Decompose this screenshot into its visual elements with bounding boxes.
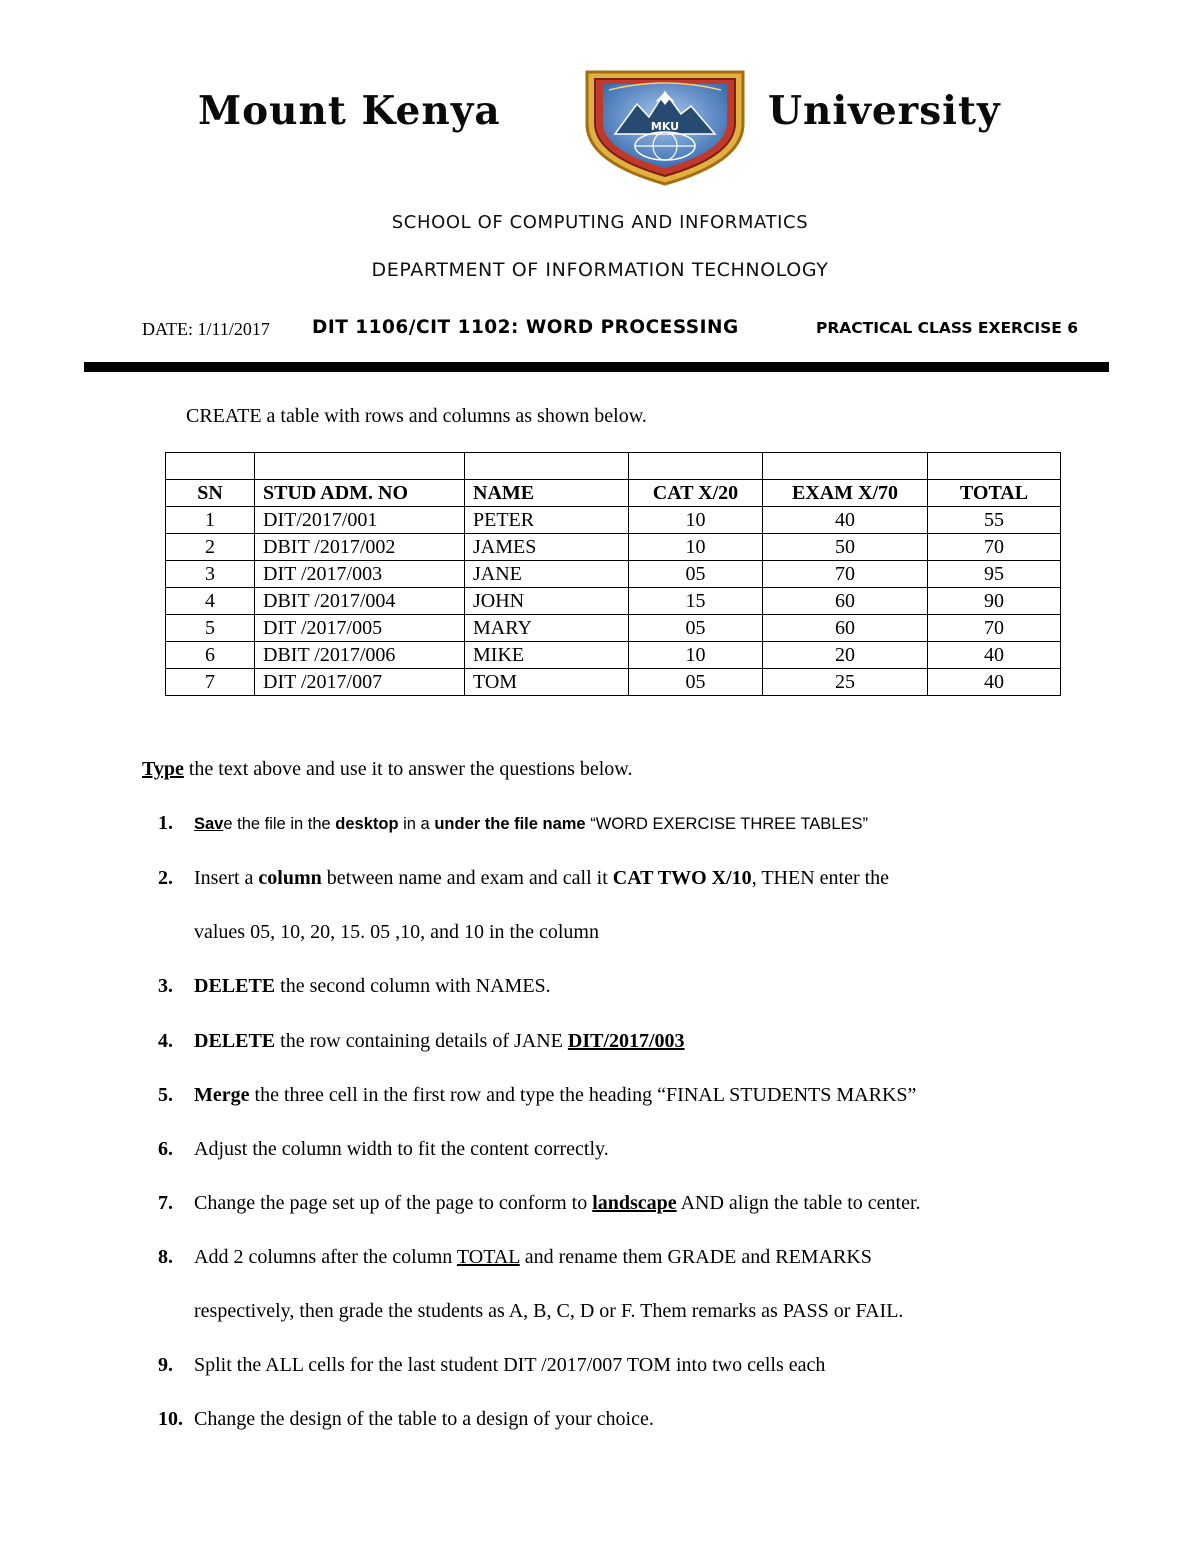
question-3 bbox=[158, 975, 551, 998]
cell-exam: 60 bbox=[763, 615, 928, 642]
table-row bbox=[166, 669, 1061, 696]
question-number: 4. bbox=[158, 1030, 173, 1052]
letterhead bbox=[170, 62, 1040, 187]
cell-cat: 15 bbox=[629, 588, 763, 615]
cell-sn: 7 bbox=[166, 669, 255, 696]
q2-text-3: , THEN enter the bbox=[751, 867, 890, 889]
table-row bbox=[166, 615, 1061, 642]
q3-delete: DELETE bbox=[194, 975, 276, 997]
q2-column: column bbox=[258, 867, 322, 889]
q3-text: the second column with NAMES. bbox=[275, 975, 551, 997]
q1-text: e the file in the bbox=[223, 815, 336, 833]
q1-file-name-label: under the file name bbox=[434, 815, 586, 833]
question-5 bbox=[158, 1084, 916, 1107]
question-4 bbox=[158, 1030, 685, 1053]
cell-sn: 1 bbox=[166, 507, 255, 534]
q5-merge: Merge bbox=[194, 1084, 250, 1106]
cell-cat: 10 bbox=[629, 642, 763, 669]
question-8-continuation: respectively, then grade the students as A, B, C, D or F. Them remarks as PASS or FAIL. bbox=[194, 1300, 904, 1322]
q7-text-2: AND align the table to center. bbox=[676, 1192, 921, 1214]
cell-name: JOHN bbox=[465, 588, 629, 615]
table-cell bbox=[928, 453, 1061, 480]
q7-text: Change the page set up of the page to conform to bbox=[194, 1192, 593, 1214]
cell-adm-no: DIT /2017/003 bbox=[255, 561, 465, 588]
table-row bbox=[166, 534, 1061, 561]
q5-text: the three cell in the first row and type the heading “FINAL STUDENTS MARKS” bbox=[249, 1084, 917, 1106]
crest-icon bbox=[575, 62, 755, 187]
question-7 bbox=[158, 1192, 921, 1215]
cell-total: 40 bbox=[928, 669, 1061, 696]
intro-instruction: CREATE a table with rows and columns as shown below. bbox=[186, 405, 647, 427]
table-cell bbox=[763, 453, 928, 480]
column-header-total: TOTAL bbox=[928, 480, 1061, 507]
question-number: 6. bbox=[158, 1138, 173, 1160]
cell-adm-no: DBIT /2017/002 bbox=[255, 534, 465, 561]
cell-adm-no: DBIT /2017/006 bbox=[255, 642, 465, 669]
header-divider bbox=[84, 362, 1109, 372]
table-cell bbox=[255, 453, 465, 480]
student-marks-table bbox=[165, 452, 1061, 696]
question-number: 1. bbox=[158, 812, 173, 834]
cell-sn: 4 bbox=[166, 588, 255, 615]
table-row bbox=[166, 507, 1061, 534]
cell-exam: 20 bbox=[763, 642, 928, 669]
question-2 bbox=[158, 867, 889, 890]
exercise-date: DATE: 1/11/2017 bbox=[142, 319, 270, 339]
cell-adm-no: DIT/2017/001 bbox=[255, 507, 465, 534]
cell-adm-no: DIT /2017/005 bbox=[255, 615, 465, 642]
crest-text: MKU bbox=[650, 120, 680, 133]
question-1 bbox=[158, 812, 868, 835]
question-number: 5. bbox=[158, 1084, 173, 1106]
cell-exam: 70 bbox=[763, 561, 928, 588]
cell-exam: 25 bbox=[763, 669, 928, 696]
column-header-exam: EXAM X/70 bbox=[763, 480, 928, 507]
type-keyword: Type bbox=[142, 758, 184, 780]
table-row bbox=[166, 588, 1061, 615]
column-header-cat: CAT X/20 bbox=[629, 480, 763, 507]
cell-adm-no: DIT /2017/007 bbox=[255, 669, 465, 696]
question-10 bbox=[158, 1408, 654, 1431]
question-number: 2. bbox=[158, 867, 173, 889]
q4-text: the row containing details of JANE bbox=[275, 1030, 568, 1052]
type-instruction-text: the text above and use it to answer the questions below. bbox=[183, 758, 633, 780]
q6-text: Adjust the column width to fit the content correctly. bbox=[194, 1138, 609, 1160]
cell-exam: 50 bbox=[763, 534, 928, 561]
course-line bbox=[142, 316, 1082, 344]
university-crest-logo bbox=[575, 62, 755, 187]
column-header-adm-no: STUD ADM. NO bbox=[255, 480, 465, 507]
cell-name: MIKE bbox=[465, 642, 629, 669]
cell-total: 70 bbox=[928, 534, 1061, 561]
cell-sn: 5 bbox=[166, 615, 255, 642]
cell-total: 55 bbox=[928, 507, 1061, 534]
q8-text-2: and rename them GRADE and REMARKS bbox=[519, 1246, 872, 1268]
question-number: 8. bbox=[158, 1246, 173, 1268]
table-empty-row bbox=[166, 453, 1061, 480]
cell-sn: 3 bbox=[166, 561, 255, 588]
question-number: 10. bbox=[158, 1408, 183, 1430]
cell-total: 70 bbox=[928, 615, 1061, 642]
q1-text-2: in a bbox=[398, 815, 435, 833]
question-number: 7. bbox=[158, 1192, 173, 1214]
cell-sn: 2 bbox=[166, 534, 255, 561]
table-cell bbox=[465, 453, 629, 480]
q1-save: Sav bbox=[194, 815, 224, 833]
cell-total: 40 bbox=[928, 642, 1061, 669]
table-row bbox=[166, 642, 1061, 669]
q8-text: Add 2 columns after the column bbox=[194, 1246, 457, 1268]
cell-name: PETER bbox=[465, 507, 629, 534]
cell-name: MARY bbox=[465, 615, 629, 642]
cell-cat: 05 bbox=[629, 615, 763, 642]
cell-name: JANE bbox=[465, 561, 629, 588]
cell-name: JAMES bbox=[465, 534, 629, 561]
school-name: SCHOOL OF COMPUTING AND INFORMATICS bbox=[391, 212, 809, 233]
department-name: DEPARTMENT OF INFORMATION TECHNOLOGY bbox=[371, 259, 829, 281]
cell-cat: 05 bbox=[629, 561, 763, 588]
q1-file-name: “WORD EXERCISE THREE TABLES” bbox=[585, 815, 868, 833]
q4-delete: DELETE bbox=[194, 1030, 276, 1052]
cell-cat: 05 bbox=[629, 669, 763, 696]
table-row bbox=[166, 561, 1061, 588]
question-9 bbox=[158, 1354, 825, 1377]
question-8 bbox=[158, 1246, 872, 1269]
brand-right: University bbox=[768, 88, 1001, 134]
q7-landscape: landscape bbox=[592, 1192, 677, 1214]
column-header-name: NAME bbox=[465, 480, 629, 507]
q2-cat-two: CAT TWO X/10 bbox=[612, 867, 752, 889]
cell-adm-no: DBIT /2017/004 bbox=[255, 588, 465, 615]
type-instruction bbox=[142, 758, 632, 781]
cell-total: 90 bbox=[928, 588, 1061, 615]
table-cell bbox=[629, 453, 763, 480]
q2-text-2: between name and exam and call it bbox=[321, 867, 613, 889]
q9-text: Split the ALL cells for the last student DIT /2017/007 TOM into two cells each bbox=[194, 1354, 826, 1376]
exercise-title: PRACTICAL CLASS EXERCISE 6 bbox=[816, 319, 1079, 337]
question-number: 9. bbox=[158, 1354, 173, 1376]
question-2-continuation: values 05, 10, 20, 15. 05 ,10, and 10 in the column bbox=[194, 921, 599, 943]
question-number: 3. bbox=[158, 975, 173, 997]
cell-exam: 40 bbox=[763, 507, 928, 534]
q4-adm-no: DIT/2017/003 bbox=[567, 1030, 685, 1052]
q8-total: TOTAL bbox=[456, 1246, 520, 1268]
cell-cat: 10 bbox=[629, 507, 763, 534]
cell-exam: 60 bbox=[763, 588, 928, 615]
table-header-row bbox=[166, 480, 1061, 507]
cell-cat: 10 bbox=[629, 534, 763, 561]
cell-sn: 6 bbox=[166, 642, 255, 669]
brand-left: Mount Kenya bbox=[198, 88, 501, 134]
table-cell bbox=[166, 453, 255, 480]
question-6 bbox=[158, 1138, 609, 1161]
course-title: DIT 1106/CIT 1102: WORD PROCESSING bbox=[312, 317, 739, 338]
cell-name: TOM bbox=[465, 669, 629, 696]
q2-text: Insert a bbox=[194, 867, 259, 889]
q10-text: Change the design of the table to a design of your choice. bbox=[194, 1408, 654, 1430]
column-header-sn: SN bbox=[166, 480, 255, 507]
q1-desktop: desktop bbox=[335, 815, 399, 833]
cell-total: 95 bbox=[928, 561, 1061, 588]
